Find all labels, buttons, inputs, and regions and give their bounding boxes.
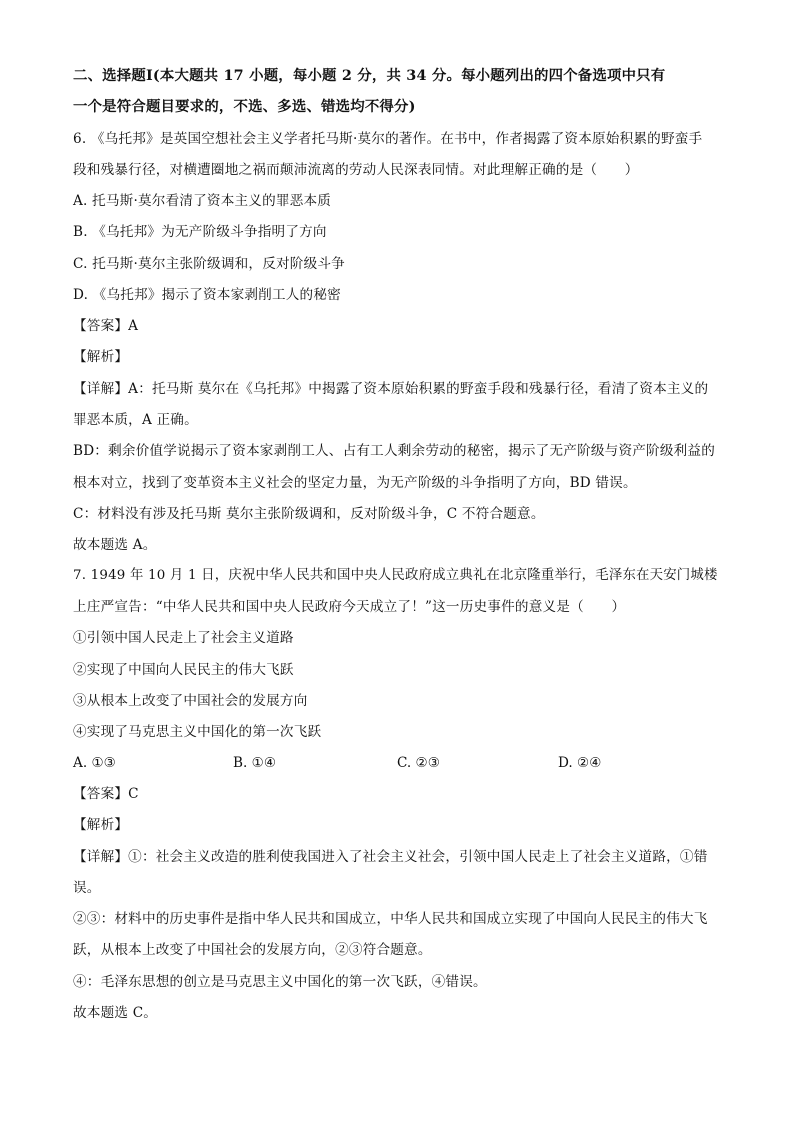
- q6-conclusion: 故本题选 A。: [73, 537, 157, 553]
- q7-item-4: ④实现了马克思主义中国化的第一次飞跃: [73, 724, 322, 740]
- q7-option-c: C. ②③: [397, 755, 440, 771]
- q7-detail-line-2: 误。: [73, 880, 101, 896]
- q7-analysis-label: 【解析】: [73, 817, 129, 833]
- q7-detail-line-4: 跃，从根本上改变了中国社会的发展方向，②③符合题意。: [73, 942, 432, 958]
- q7-item-3: ③从根本上改变了中国社会的发展方向: [73, 693, 308, 709]
- q6-option-c: C. 托马斯·莫尔主张阶级调和，反对阶级斗争: [73, 256, 345, 272]
- q6-analysis-label: 【解析】: [73, 349, 129, 365]
- q7-option-d: D. ②④: [558, 755, 602, 771]
- q6-answer: 【答案】A: [73, 318, 139, 334]
- q7-answer: 【答案】C: [73, 786, 139, 802]
- q7-detail-line-5: ④：毛泽东思想的创立是马克思主义中国化的第一次飞跃，④错误。: [73, 974, 487, 990]
- q6-option-b: B. 《乌托邦》为无产阶级斗争指明了方向: [73, 224, 327, 240]
- q7-item-2: ②实现了中国向人民民主的伟大飞跃: [73, 662, 294, 678]
- q6-detail-line-1: 【详解】A：托马斯 莫尔在《乌托邦》中揭露了资本原始积累的野蛮手段和残暴行径，看清了资本主义的: [73, 381, 709, 397]
- q7-option-b: B. ①④: [233, 755, 277, 771]
- q7-stem-line-2: 上庄严宣告：“中华人民共和国中央人民政府今天成立了！”这一历史事件的意义是（ ）: [73, 599, 626, 615]
- q6-detail-line-5: C：材料没有涉及托马斯 莫尔主张阶级调和，反对阶级斗争，C 不符合题意。: [73, 506, 545, 522]
- section-heading-line-1: 二、选择题Ⅰ(本大题共 17 小题，每小题 2 分，共 34 分。每小题列出的四个备选项中只有: [73, 67, 666, 84]
- q7-detail-line-1: 【详解】①：社会主义改造的胜利使我国进入了社会主义社会，引领中国人民走上了社会主义道路，①错: [73, 849, 708, 865]
- q7-conclusion: 故本题选 C。: [73, 1005, 158, 1021]
- section-heading-line-2: 一个是符合题目要求的，不选、多选、错选均不得分): [73, 98, 416, 115]
- q7-stem-line-1: 7. 1949 年 10 月 1 日，庆祝中华人民共和国中央人民政府成立典礼在北京隆重举行，毛泽东在天安门城楼: [73, 568, 718, 583]
- q6-stem-line-2: 段和残暴行径，对横遭圈地之祸而颠沛流离的劳动人民深表同情。对此理解正确的是（ ）: [73, 162, 639, 178]
- q6-detail-line-3: BD：剩余价值学说揭示了资本家剥削工人、占有工人剩余劳动的秘密，揭示了无产阶级与资产阶级利益的: [73, 443, 716, 459]
- q6-option-a: A. 托马斯·莫尔看清了资本主义的罪恶本质: [73, 193, 332, 209]
- q7-options-row: [73, 753, 723, 773]
- q6-stem-line-1: 6. 《乌托邦》是英国空想社会主义学者托马斯·莫尔的著作。在书中，作者揭露了资本原始积累的野蛮手: [73, 131, 703, 147]
- q7-detail-line-3: ②③：材料中的历史事件是指中华人民共和国成立，中华人民共和国成立实现了中国向人民民主的伟大飞: [73, 911, 708, 927]
- q7-item-1: ①引领中国人民走上了社会主义道路: [73, 630, 294, 646]
- q6-detail-line-2: 罪恶本质，A 正确。: [73, 412, 198, 428]
- q7-option-a: A. ①③: [73, 755, 116, 771]
- q6-detail-line-4: 根本对立，找到了变革资本主义社会的坚定力量，为无产阶级的斗争指明了方向，BD 错误。: [73, 475, 637, 491]
- q6-option-d: D. 《乌托邦》揭示了资本家剥削工人的秘密: [73, 287, 341, 303]
